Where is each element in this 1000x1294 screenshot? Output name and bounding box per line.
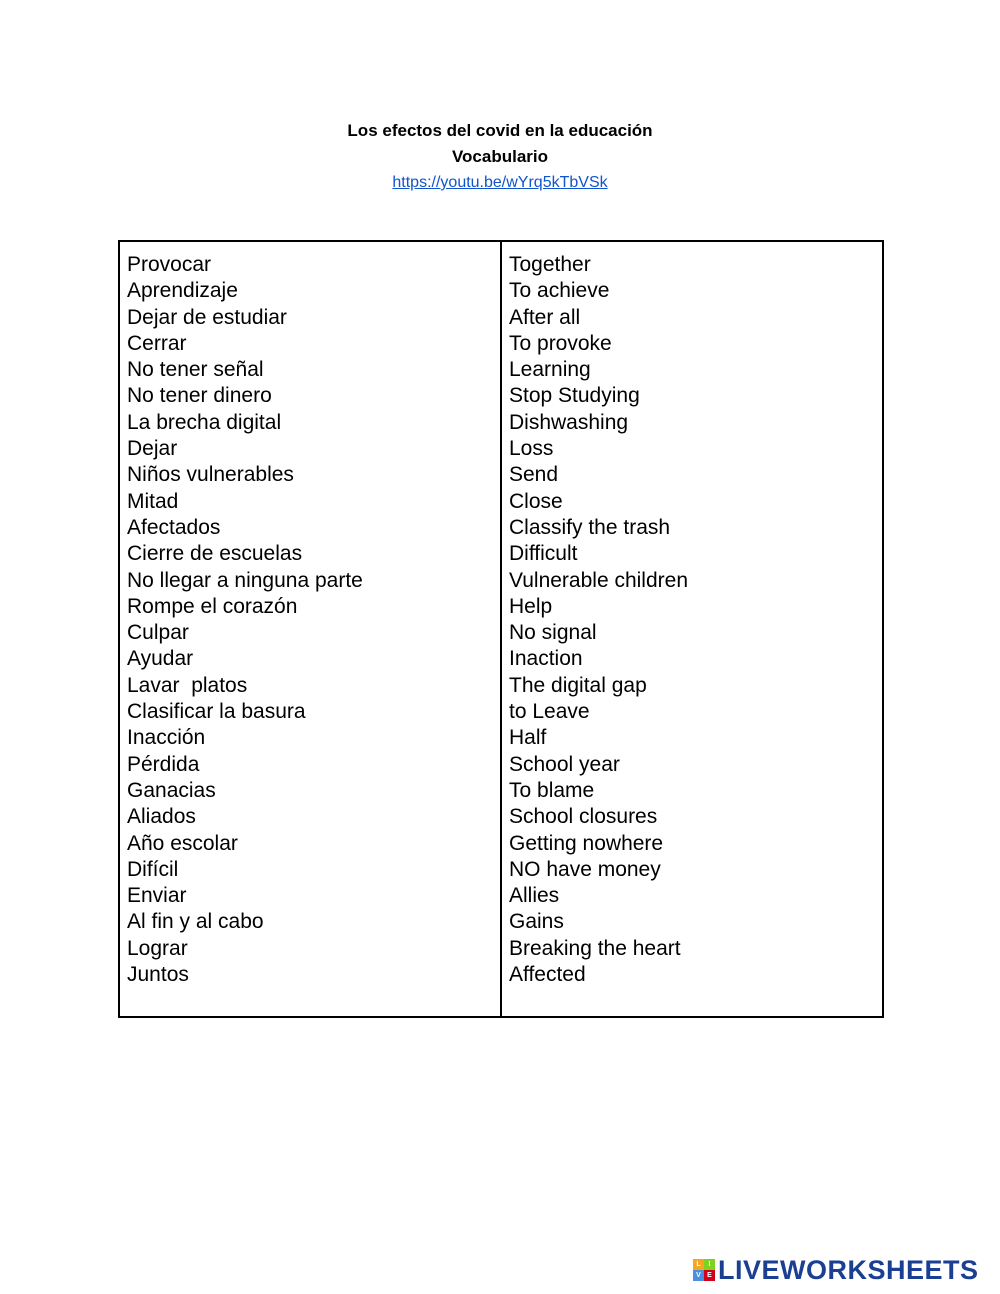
english-word: Help <box>509 594 553 618</box>
spanish-word: Dejar de estudiar <box>127 305 287 329</box>
english-word: Vulnerable children <box>509 568 689 592</box>
english-word: Allies <box>509 884 560 908</box>
spanish-word: La brecha digital <box>127 410 282 434</box>
spanish-word: Inacción <box>127 726 206 750</box>
spanish-word: Difícil <box>127 857 179 881</box>
logo-icon-tile: V <box>693 1270 704 1281</box>
english-word: Affected <box>509 963 586 987</box>
logo-icon-tile: E <box>704 1270 715 1281</box>
spanish-word: Ganacias <box>127 778 216 802</box>
english-word: NO have money <box>509 857 661 881</box>
english-word: School closures <box>509 805 658 829</box>
spanish-word: No tener señal <box>127 358 264 382</box>
english-column <box>502 242 882 1016</box>
english-word: To blame <box>509 778 595 802</box>
spanish-word: No tener dinero <box>127 384 272 408</box>
english-word: Half <box>509 726 547 750</box>
spanish-column <box>120 242 502 1016</box>
video-link[interactable]: https://youtu.be/wYrq5kTbVSk <box>392 174 608 191</box>
english-word: School year <box>509 752 620 776</box>
document-header <box>0 118 1000 196</box>
spanish-word: Pérdida <box>127 752 200 776</box>
spanish-word: Afectados <box>127 515 221 539</box>
liveworksheets-icon <box>693 1259 715 1281</box>
english-word: Classify the trash <box>509 515 671 539</box>
document-title: Los efectos del covid en la educación <box>347 121 653 140</box>
english-word: To achieve <box>509 279 610 303</box>
spanish-word: Aprendizaje <box>127 279 238 303</box>
spanish-word: No llegar a ninguna parte <box>127 568 363 592</box>
spanish-word: Ayudar <box>127 647 194 671</box>
spanish-word: Mitad <box>127 489 179 513</box>
spanish-word: Enviar <box>127 884 187 908</box>
spanish-word: Niños vulnerables <box>127 463 294 487</box>
spanish-word: Al fin y al cabo <box>127 910 264 934</box>
spanish-word: Lavar platos <box>127 673 248 697</box>
liveworksheets-logo <box>693 1255 979 1285</box>
spanish-word: Cerrar <box>127 331 187 355</box>
english-word: The digital gap <box>509 673 647 697</box>
spanish-word: Cierre de escuelas <box>127 542 303 566</box>
english-word: Learning <box>509 358 591 382</box>
english-word: Together <box>509 253 591 276</box>
spanish-word: Provocar <box>127 253 212 276</box>
english-word: Close <box>509 489 563 513</box>
english-word: Dishwashing <box>509 410 629 434</box>
spanish-word: Año escolar <box>127 831 238 855</box>
english-word: After all <box>509 305 581 329</box>
logo-text: LIVEWORKSHEETS <box>718 1254 979 1285</box>
english-word: to Leave <box>509 700 590 724</box>
spanish-word: Lograr <box>127 936 188 960</box>
spanish-word: Aliados <box>127 805 196 829</box>
english-word: Inaction <box>509 647 583 671</box>
spanish-word: Clasificar la basura <box>127 700 306 724</box>
english-word: Stop Studying <box>509 384 640 408</box>
english-word: Getting nowhere <box>509 831 664 855</box>
spanish-word: Juntos <box>127 963 189 987</box>
english-word: Send <box>509 463 559 487</box>
english-word: No signal <box>509 621 597 645</box>
english-word: Loss <box>509 437 554 461</box>
logo-icon-tile: I <box>704 1259 715 1270</box>
english-word: Difficult <box>509 542 578 566</box>
english-word: Breaking the heart <box>509 936 681 960</box>
spanish-word: Rompe el corazón <box>127 594 298 618</box>
english-word: To provoke <box>509 331 612 355</box>
document-subtitle: Vocabulario <box>451 147 549 166</box>
logo-icon-tile: L <box>693 1259 704 1270</box>
english-word: Gains <box>509 910 564 934</box>
spanish-word: Dejar <box>127 437 178 461</box>
spanish-word: Culpar <box>127 621 189 645</box>
vocabulary-table <box>118 240 884 1018</box>
